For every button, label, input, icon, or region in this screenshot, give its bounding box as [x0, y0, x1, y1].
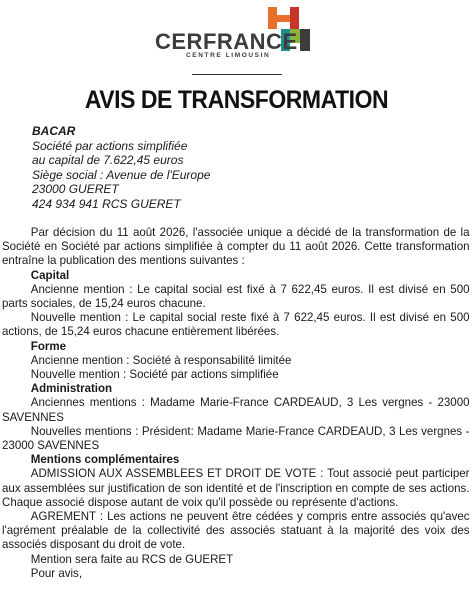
rcs-mention: Mention sera faite au RCS de GUERET	[30, 551, 234, 566]
company-name: BACAR	[32, 124, 76, 138]
forme-new-mention: Nouvelle mention : Société par actions simplifiée	[30, 367, 279, 382]
company-block	[32, 124, 210, 212]
administration-heading: Administration	[30, 381, 113, 396]
forme-heading: Forme	[30, 338, 67, 353]
intro-paragraph: Par décision du 11 août 2026, l'associée unique a décidé de la transformation de la Société en Société par actions simplifiée à compter du 11 août 2026. Cette transformation entraîne la publication des mentions suivantes :	[2, 225, 470, 268]
notice-body	[2, 225, 470, 580]
notice-title: AVIS DE TRANSFORMATION	[84, 86, 389, 114]
capital-new-mention: Nouvelle mention : Le capital social reste fixé à 7 622,45 euros. Il est divisé en 500 actions, de 15,24 euros chacune entièrement libérées.	[2, 310, 470, 339]
agrement-paragraph: AGREMENT : Les actions ne peuvent être cédées y compris entre associés qu'avec l'agrément préalable de la collectivité des associés statuant à la majorité des voix des associés disposant du droit de vote.	[2, 509, 470, 552]
capital-old-mention: Ancienne mention : Le capital social est fixé à 7 622,45 euros. Il est divisé en 500 parts sociales, de 15,24 euros chacune.	[2, 281, 470, 311]
closing: Pour avis,	[30, 565, 83, 580]
administration-new-mention: Nouvelles mentions : Président: Madame Marie-France CARDEAUD, 3 Les vergnes - 23000 SAVENNES	[2, 423, 470, 453]
administration-old-mention: Anciennes mentions : Madame Marie-France CARDEAUD, 3 Les vergnes - 23000 SAVENNES	[2, 395, 470, 424]
company-line: 23000 GUERET	[32, 182, 119, 197]
company-line: 424 934 941 RCS GUERET	[32, 196, 181, 211]
company-line: Société par actions simplifiée	[32, 138, 188, 153]
header	[0, 0, 473, 80]
company-line: Siège social : Avenue de l'Europe	[32, 167, 211, 182]
divider	[192, 74, 282, 75]
company-line: au capital de 7.622,45 euros	[32, 153, 184, 168]
complementary-heading: Mentions complémentaires	[30, 452, 180, 467]
forme-old-mention: Ancienne mention : Société à responsabilité limitée	[30, 352, 292, 367]
capital-heading: Capital	[30, 267, 70, 282]
brand-name: CERFRANCE	[155, 29, 298, 54]
brand-subtitle: CENTRE LIMOUSIN	[186, 52, 271, 59]
admission-paragraph: ADMISSION AUX ASSEMBLEES ET DROIT DE VOTE : Tout associé peut participer aux assemblées sur justification de son identité et de l'inscription en compte de ses actions. Chaque associé dispose autant de voix qu'il possède ou représente d'actions.	[2, 466, 470, 509]
